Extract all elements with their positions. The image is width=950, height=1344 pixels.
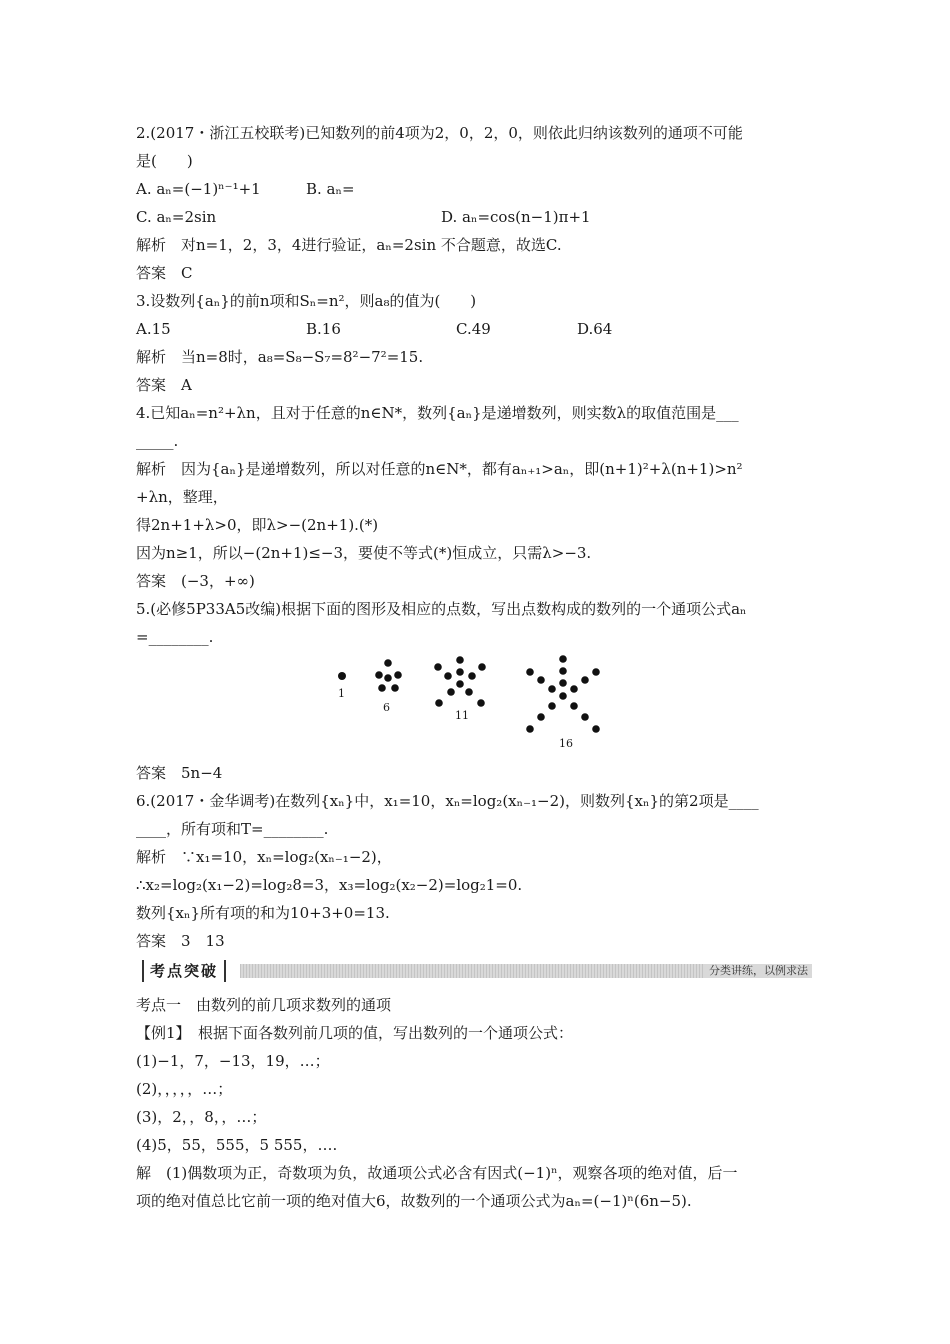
figure-11-dot-1 [456, 656, 464, 664]
figure-11-dot-8 [447, 688, 455, 696]
figure-16-dot-8 [581, 676, 589, 684]
q3-answer: 答案 A [136, 376, 192, 394]
figure-11-dot-11 [477, 699, 485, 707]
q2-stem-line2: 是( ) [136, 152, 193, 170]
figure-11-dot-9 [435, 699, 443, 707]
figure-16-dot-5 [537, 676, 545, 684]
figure-11-dot-6 [468, 672, 476, 680]
figure-16-dot-11 [548, 702, 556, 710]
figure-6-dot-6 [391, 684, 399, 692]
q3-option-d: D.64 [577, 320, 613, 338]
figure-11-dot-7 [456, 680, 464, 688]
q4-answer: 答案 (−3，+∞) [136, 572, 255, 590]
figure-6-dot-4 [384, 674, 392, 682]
figure-16-dot-3 [559, 679, 567, 687]
figure-label-16: 16 [559, 737, 573, 750]
q4-stem-line1: 4.已知aₙ=n²+λn，且对于任意的n∈N*，数列{aₙ}是递增数列，则实数λ的取值范围是___ [136, 404, 739, 422]
figure-label-11: 11 [455, 709, 469, 722]
figure-16-dot-16 [592, 725, 600, 733]
example1-stem: 【例1】 根据下面各数列前几项的值，写出数列的一个通项公式： [136, 1024, 574, 1042]
figure-16-dot-4 [526, 668, 534, 676]
figure-1-dot [338, 672, 346, 680]
q6-analysis-line3: 数列{xₙ}所有项的和为10+3+0=13. [136, 904, 390, 922]
q3-analysis: 解析 当n=8时，a₈=S₈−S₇=8²−7²=15. [136, 348, 424, 366]
example1-item1: (1)−1，7，−13，19，…； [136, 1052, 330, 1070]
figure-label-1: 1 [338, 687, 345, 700]
figure-16-dot-12 [537, 713, 545, 721]
figure-16-dot-14 [570, 702, 578, 710]
q3-option-b: B.16 [306, 320, 341, 338]
example1-item2: (2)，，，，，…； [136, 1080, 233, 1098]
q6-analysis-line2: ∴x₂=log₂(x₁−2)=log₂8=3，x₃=log₂(x₂−2)=log₂1=0. [136, 876, 523, 894]
figure-11-dot-3 [434, 663, 442, 671]
q2-option-a: A. aₙ=(−1)ⁿ⁻¹+1 [136, 180, 261, 198]
figure-6-dots [375, 659, 402, 692]
q2-option-b: B. aₙ= [306, 180, 355, 198]
q6-stem-line1: 6.(2017・金华调考)在数列{xₙ}中，x₁=10，xₙ=log₂(xₙ₋₁−2)，则数列{xₙ}的第2项是____ [136, 792, 759, 810]
figure-11-dot-2 [456, 668, 464, 676]
figure-6-dot-2 [375, 671, 383, 679]
q5-stem-line2: =________. [136, 628, 214, 646]
figure-label-6: 6 [383, 701, 390, 714]
example1-solution-line1: 解 (1)偶数项为正，奇数项为负，故通项公式必含有因式(−1)ⁿ，观察各项的绝对值，后一 [136, 1164, 738, 1182]
figure-11-dot-5 [478, 663, 486, 671]
q5-stem-line1: 5.(必修5P33A5改编)根据下面的图形及相应的点数，写出点数构成的数列的一个通项公式aₙ [136, 600, 747, 618]
q6-answer: 答案 3 13 [136, 932, 225, 950]
q4-analysis-line2: +λn，整理， [136, 488, 228, 506]
section-title: 考点突破 [142, 960, 226, 982]
q3-stem: 3.设数列{aₙ}的前n项和Sₙ=n²，则a₈的值为( ) [136, 292, 477, 310]
figure-11-dots [434, 656, 486, 707]
section-subtitle: 分类讲练，以例求法 [705, 964, 812, 978]
figure-6-dot-3 [394, 671, 402, 679]
figure-16-dot-6 [548, 685, 556, 693]
q2-option-d: D. aₙ=cos(n−1)π+1 [441, 208, 591, 226]
example1-item3: (3)，2，，8，，…； [136, 1108, 267, 1126]
figure-16-dot-10 [559, 692, 567, 700]
q3-option-a: A.15 [136, 320, 171, 338]
q2-answer: 答案 C [136, 264, 193, 282]
figure-16-dot-1 [559, 655, 567, 663]
section-banner [136, 960, 812, 982]
dot-pattern-figure [330, 652, 620, 752]
topic1-title: 考点一 由数列的前几项求数列的通项 [136, 996, 392, 1014]
q3-option-c: C.49 [456, 320, 491, 338]
figure-16-dot-15 [581, 713, 589, 721]
q4-analysis-line3: 得2n+1+λ>0，即λ>−(2n+1).(*) [136, 516, 379, 534]
figure-11-dot-4 [444, 672, 452, 680]
q5-answer: 答案 5n−4 [136, 764, 223, 782]
figure-16-dot-2 [559, 667, 567, 675]
figure-6-dot-5 [378, 684, 386, 692]
figure-11-dot-10 [465, 688, 473, 696]
figure-6-dot-1 [384, 659, 392, 667]
figure-16-dots [526, 655, 600, 733]
q2-analysis: 解析 对n=1，2，3，4进行验证，aₙ=2sin 不合题意，故选C. [136, 236, 562, 254]
figure-16-dot-13 [526, 725, 534, 733]
figure-16-dot-7 [592, 668, 600, 676]
q2-option-c: C. aₙ=2sin [136, 208, 217, 226]
q6-stem-line2: ____，所有项和T=________. [136, 820, 329, 838]
q2-stem-line1: 2.(2017・浙江五校联考)已知数列的前4项为2，0，2，0，则依此归纳该数列的通项不可能 [136, 124, 743, 142]
example1-solution-line2: 项的绝对值总比它前一项的绝对值大6，故数列的一个通项公式为aₙ=(−1)ⁿ(6n−5). [136, 1192, 692, 1210]
q4-analysis-line4: 因为n≥1，所以−(2n+1)≤−3，要使不等式(*)恒成立，只需λ>−3. [136, 544, 592, 562]
q6-analysis-line1: 解析 ∵x₁=10，xₙ=log₂(xₙ₋₁−2)， [136, 848, 392, 866]
q4-stem-line2: _____. [136, 432, 179, 450]
q4-analysis-line1: 解析 因为{aₙ}是递增数列，所以对任意的n∈N*，都有aₙ₊₁>aₙ，即(n+1)²+λ(n+1)>n² [136, 460, 743, 478]
example1-item4: (4)5，55，555，5 555，…. [136, 1136, 338, 1154]
figure-16-dot-9 [570, 685, 578, 693]
